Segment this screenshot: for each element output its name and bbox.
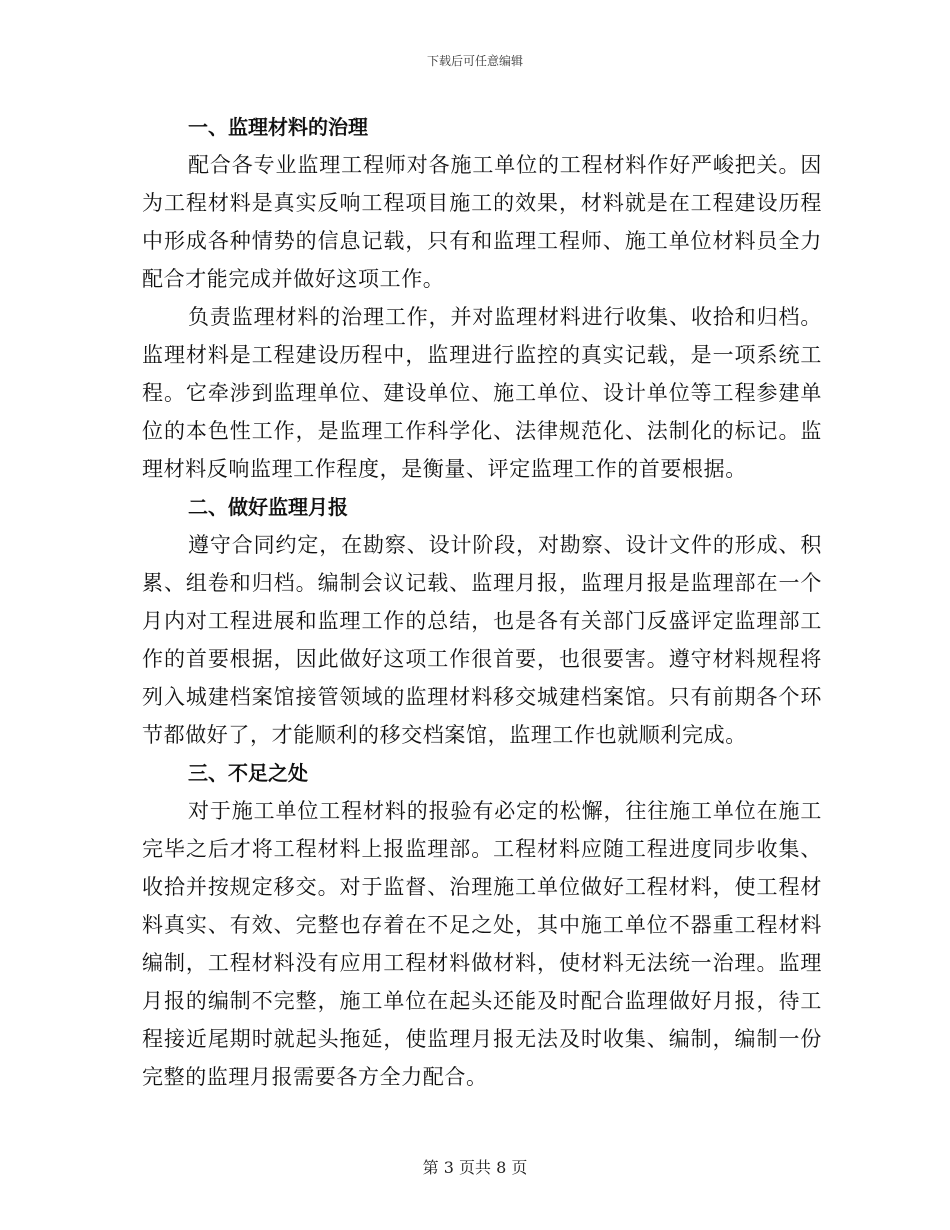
section-heading: 三、不足之处 <box>188 761 308 785</box>
section-material-management <box>142 108 822 488</box>
section-heading: 二、做好监理月报 <box>188 495 348 519</box>
section-shortcomings <box>142 754 822 1096</box>
paragraph: 遵守合同约定，在勘察、设计阶段，对勘察、设计文件的形成、积累、组卷和归档。编制会议记载、监理月报，监理月报是监理部在一个月内对工程进展和监理工作的总结，也是各有关部门反盛评定监理部工作的首要根据，因此做好这项工作很首要，也很要害。遵守材料规程将列入城建档案馆接管领域的监理材料移交城建档案馆。只有前期各个环节都做好了，才能顺利的移交档案馆，监理工作也就顺利完成。 <box>142 533 822 747</box>
page-number: 第 3 页共 8 页 <box>422 1158 528 1177</box>
page-header: 下载后可任意编辑 <box>426 54 523 68</box>
section-monthly-report <box>142 488 822 754</box>
document-body <box>142 108 822 1096</box>
section-heading: 一、监理材料的治理 <box>188 115 368 139</box>
paragraph: 负责监理材料的治理工作，并对监理材料进行收集、收拾和归档。监理材料是工程建设历程中，监理进行监控的真实记载，是一项系统工程。它牵涉到监理单位、建设单位、施工单位、设计单位等工程参建单位的本色性工作，是监理工作科学化、法律规范化、法制化的标记。监理材料反响监理工作程度，是衡量、评定监理工作的首要根据。 <box>142 305 822 481</box>
paragraph: 配合各专业监理工程师对各施工单位的工程材料作好严峻把关。因为工程材料是真实反响工程项目施工的效果，材料就是在工程建设历程中形成各种情势的信息记载，只有和监理工程师、施工单位材料员全力配合才能完成并做好这项工作。 <box>142 153 822 291</box>
paragraph: 对于施工单位工程材料的报验有必定的松懈，往往施工单位在施工完毕之后才将工程材料上报监理部。工程材料应随工程进度同步收集、收拾并按规定移交。对于监督、治理施工单位做好工程材料，使工程材料真实、有效、完整也存着在不足之处，其中施工单位不器重工程材料编制，工程材料没有应用工程材料做材料，使材料无法统一治理。监理月报的编制不完整，施工单位在起头还能及时配合监理做好月报，待工程接近尾期时就起头拖延，使监理月报无法及时收集、编制，编制一份完整的监理月报需要各方全力配合。 <box>142 799 822 1089</box>
